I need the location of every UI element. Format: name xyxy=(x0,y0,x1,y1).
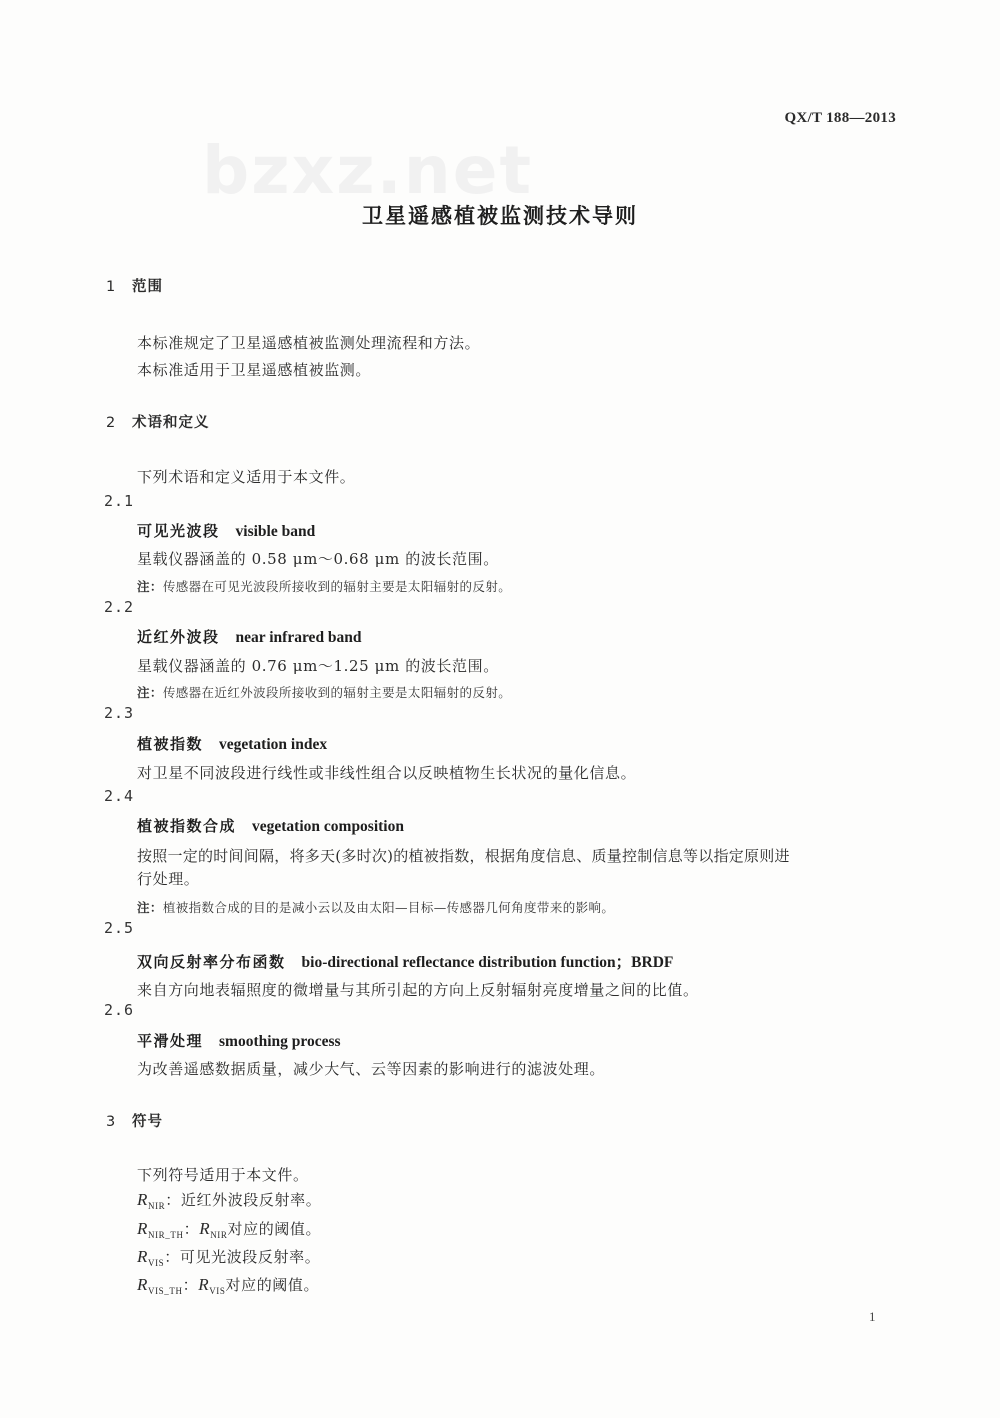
note-label: 注： xyxy=(137,579,163,594)
term-number: 2.4 xyxy=(104,787,135,805)
term-heading xyxy=(137,1030,341,1051)
document-title: 卫星遥感植被监测技术导则 xyxy=(362,204,638,228)
term-number: 2.1 xyxy=(104,492,135,510)
term-heading xyxy=(137,815,404,836)
section-number: 3 xyxy=(106,1114,116,1130)
symbol-subscript: VIS xyxy=(209,1286,226,1296)
symbol-separator: ： xyxy=(182,1276,199,1294)
term-zh: 植被指数合成 xyxy=(137,817,237,835)
term-definition: 来自方向地表辐照度的微增量与其所引起的方向上反射辐射亮度增量之间的比值。 xyxy=(137,981,699,999)
section-heading-symbols xyxy=(106,1110,163,1131)
symbol-description: 对应的阈值。 xyxy=(225,1276,320,1294)
symbol-description: 近红外波段反射率。 xyxy=(180,1191,322,1209)
term-number: 2.6 xyxy=(104,1001,135,1019)
term-en: visible band xyxy=(235,523,316,540)
symbol-separator: ： xyxy=(164,1248,180,1266)
symbol-letter: R xyxy=(137,1275,148,1294)
symbol-separator: ： xyxy=(183,1220,200,1238)
term-number: 2.5 xyxy=(104,919,135,937)
section-heading-terms xyxy=(106,411,210,432)
term-en: vegetation composition xyxy=(252,818,404,835)
watermark: bzxz.net xyxy=(202,132,534,209)
note-text: 传感器在可见光波段所接收到的辐射主要是太阳辐射的反射。 xyxy=(162,579,512,594)
symbol-description: 可见光波段反射率。 xyxy=(179,1248,321,1266)
note-text: 植被指数合成的目的是减小云以及由太阳—目标—传感器几何角度带来的影响。 xyxy=(162,900,615,915)
symbol-description: 对应的阈值。 xyxy=(227,1220,322,1238)
term-note xyxy=(137,683,511,701)
symbol-letter: R xyxy=(199,1219,211,1238)
term-definition-continued: 行处理。 xyxy=(137,870,200,888)
section-number: 2 xyxy=(106,415,116,431)
note-label: 注： xyxy=(137,685,163,700)
symbol-letter: R xyxy=(137,1190,148,1209)
section-title: 范围 xyxy=(132,279,163,295)
term-note xyxy=(137,577,511,595)
note-text: 传感器在近红外波段所接收到的辐射主要是太阳辐射的反射。 xyxy=(162,685,512,700)
symbol-separator: ： xyxy=(165,1191,181,1209)
term-definition: 星载仪器涵盖的 0.58 μm～0.68 μm 的波长范围。 xyxy=(137,550,499,568)
term-zh: 平滑处理 xyxy=(137,1032,204,1050)
term-en: smoothing process xyxy=(219,1033,341,1050)
section-title: 符号 xyxy=(132,1114,163,1130)
symbol-row xyxy=(137,1274,319,1296)
term-definition: 对卫星不同波段进行线性或非线性组合以反映植物生长状况的量化信息。 xyxy=(137,764,637,782)
page-number: 1 xyxy=(869,1309,876,1324)
paragraph: 本标准规定了卫星遥感植被监测处理流程和方法。 xyxy=(137,334,481,352)
standard-code: QX/T 188—2013 xyxy=(784,110,896,126)
symbol-subscript: NIR xyxy=(210,1230,228,1240)
paragraph: 本标准适用于卫星遥感植被监测。 xyxy=(137,361,372,379)
symbol-letter: R xyxy=(137,1247,148,1266)
term-heading xyxy=(137,950,673,972)
term-number: 2.2 xyxy=(104,598,135,616)
note-label: 注： xyxy=(137,900,163,915)
term-heading xyxy=(137,626,362,647)
term-zh: 植被指数 xyxy=(137,735,204,753)
term-note xyxy=(137,898,614,916)
section-number: 1 xyxy=(106,279,116,295)
term-definition: 为改善遥感数据质量，减少大气、云等因素的影响进行的滤波处理。 xyxy=(137,1060,606,1078)
term-en: bio-directional reflectance distribution function；BRDF xyxy=(301,954,674,971)
paragraph: 下列术语和定义适用于本文件。 xyxy=(137,468,356,486)
symbol-row xyxy=(137,1246,320,1268)
section-title: 术语和定义 xyxy=(132,415,210,431)
symbol-row xyxy=(137,1218,321,1240)
term-heading xyxy=(137,733,327,754)
term-definition: 按照一定的时间间隔，将多天(多时次)的植被指数，根据角度信息、质量控制信息等以指定原则进 xyxy=(137,847,790,865)
term-number: 2.3 xyxy=(104,704,135,722)
term-zh: 近红外波段 xyxy=(137,628,220,646)
section-heading-scope xyxy=(106,275,163,296)
symbol-letter: R xyxy=(137,1219,148,1238)
term-en: vegetation index xyxy=(219,736,328,753)
symbol-subscript: VIS_TH xyxy=(147,1286,183,1296)
symbol-subscript: NIR_TH xyxy=(147,1230,184,1240)
term-definition: 星载仪器涵盖的 0.76 μm～1.25 μm 的波长范围。 xyxy=(137,657,499,675)
paragraph: 下列符号适用于本文件。 xyxy=(137,1166,309,1184)
term-zh: 可见光波段 xyxy=(137,522,220,540)
term-en: near infrared band xyxy=(235,629,362,646)
symbol-subscript: VIS xyxy=(147,1258,165,1268)
symbol-letter: R xyxy=(198,1275,210,1294)
symbol-subscript: NIR xyxy=(147,1201,166,1211)
symbol-row xyxy=(137,1189,321,1211)
term-zh: 双向反射率分布函数 xyxy=(137,953,286,971)
term-heading xyxy=(137,520,315,541)
